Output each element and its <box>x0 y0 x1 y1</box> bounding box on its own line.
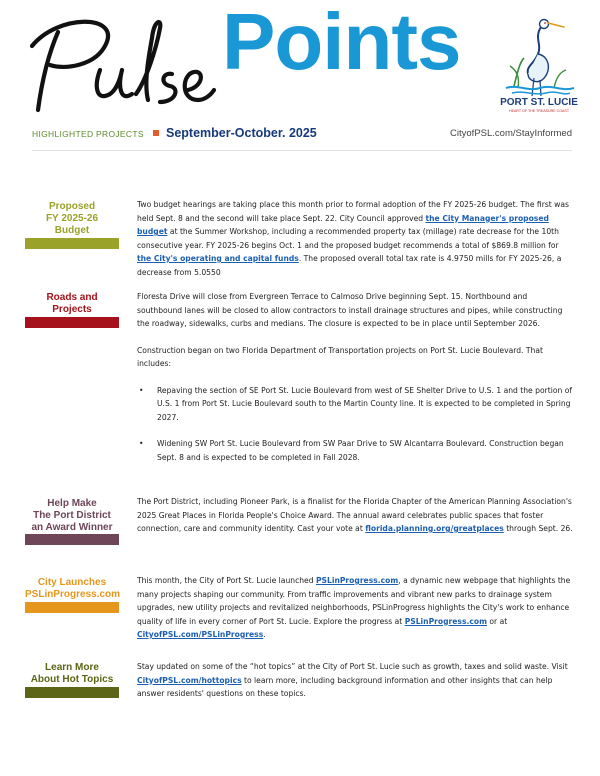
launch-section-bar <box>25 602 119 613</box>
logo-name: PORT ST. LUCIE <box>500 97 578 108</box>
roads-paragraph-1: Floresta Drive will close from Evergreen Terrace to Calmoso Drive beginning Sept. 15. Northbound and southbound lanes will be closed to allow contractors to install drainage structures and pipes, while constructing the roadway, sidewalks, curbs and medians. The closure is expected to be in place until September 2026. <box>137 292 563 328</box>
issue-date: September-October. 2025 <box>166 126 317 140</box>
pulse-wordmark <box>28 10 218 120</box>
budget-section-title <box>25 201 119 237</box>
award-section-title <box>25 498 119 534</box>
roads-paragraph-2: Construction began on two Florida Department of Transportation projects on Port St. Lucie Boulevard. That includes: <box>137 345 543 368</box>
launch-title-line2: PSLinProgress.com <box>25 589 121 600</box>
bullet-icon: • <box>139 385 144 395</box>
roads-bullet-2: • Widening SW Port St. Lucie Boulevard from SW Paar Drive to SW Alcantarra Boulevard. Construction began Sept. 8 and is expected to be completed in Fall 2028. <box>139 439 564 462</box>
orange-square-icon <box>153 130 159 136</box>
launch-body: This month, the City of Port St. Lucie launched PSLinProgress.com, a dynamic new webpage that highlights the many projects shaping our community. From traffic improvements and vibrant new parks to drainage system upgrades, new utility projects and revitalized neighborhoods, PSLinProgress highlights the City's work to enhance quality of life in every corner of Port St. Lucie. Explore the progress at PSLinProgress.com or at CityofPSL.com/PSLinProgress. <box>137 576 571 639</box>
budget-body: Two budget hearings are taking place this month prior to formal adoption of the FY 2025-26 budget. The first was held Sept. 8 and the second will take place Sept. 22. City Council approved the City Manager's proposed budget at the Summer Workshop, including a recommended property tax (millage) rate decrease for the 10th consecutive year. FY 2025-26 begins Oct. 1 and the proposed budget recommends a total of $869.8 million for the City's operating and capital funds. The proposed overall total tax rate is 4.9750 mills for FY 2025-26, a decrease from 5.0550 <box>137 200 570 277</box>
budget-title-line1: Proposed <box>48 201 96 212</box>
budget-title-line3: Budget <box>54 225 90 236</box>
award-title-line1: Help Make <box>47 498 97 509</box>
hot-topics-link[interactable]: CityofPSL.com/hottopics <box>137 675 242 685</box>
roads-bullet-1: • Repaving the section of SE Port St. Lucie Boulevard from west of SE Shelter Drive to U.S. 1 and the portion of U.S. 1 from Port St. Lucie Boulevard south to the Martin County line. It is expected to be completed in Spring 2027. <box>139 385 573 422</box>
hot-title-line2: About Hot Topics <box>30 674 114 685</box>
logo-tagline: HEART OF THE TREASURE COAST <box>508 109 570 113</box>
award-body: The Port District, including Pioneer Park, is a finalist for the Florida Chapter of the American Planning Association's 2025 Great Places in Florida People's Choice Award. The annual award celebrates public spaces that foster connection, care and community identity. Cast your vote at florida.planning.org/greatplaces through Sept. 26. <box>137 497 573 533</box>
great-places-link[interactable]: florida.planning.org/greatplaces <box>365 524 504 533</box>
heron-icon <box>506 20 574 97</box>
pslinprogress-link-1[interactable]: PSLinProgress.com <box>315 576 399 585</box>
hot-title-line1: Learn More <box>45 662 99 673</box>
award-title-line3: an Award Winner <box>31 522 113 533</box>
roads-title-line1: Roads and <box>46 292 98 303</box>
port-st-lucie-logo <box>498 14 580 114</box>
stay-informed-url: CityofPSL.com/StayInformed <box>450 128 572 139</box>
bullet-icon: • <box>139 439 144 448</box>
award-section-bar <box>25 534 119 545</box>
award-title-line2: The Port District <box>33 510 111 521</box>
cityofpsl-pslinprogress-link[interactable]: CityofPSL.com/PSLinProgress <box>137 630 264 639</box>
header-divider <box>32 150 572 151</box>
launch-section-title <box>25 577 119 601</box>
hot-topics-section-title <box>25 662 119 686</box>
roads-title-line2: Projects <box>52 304 92 315</box>
roads-body <box>137 290 574 464</box>
roads-section-bar <box>25 317 119 328</box>
highlighted-projects-label: HIGHLIGHTED PROJECTS <box>32 129 144 139</box>
hot-topics-section-bar <box>25 687 119 698</box>
launch-title-line1: City Launches <box>37 577 107 588</box>
city-manager-budget-link[interactable]: the City Manager's proposed budget <box>137 213 549 236</box>
operating-capital-funds-link[interactable]: the City's operating and capital funds <box>137 254 299 263</box>
hot-topics-body: Stay updated on some of the “hot topics” at the City of Port St. Lucie such as growth, taxes and solid waste. Visit CityofPSL.com/hottopics to learn more, including background information and other insights that can help answer residents' questions on these topics. <box>137 662 568 698</box>
points-title: Points <box>222 0 461 86</box>
budget-section-bar <box>25 238 119 249</box>
roads-section-title <box>25 292 119 316</box>
pslinprogress-link-2[interactable]: PSLinProgress.com <box>404 616 487 626</box>
budget-title-line2: FY 2025-26 <box>45 213 99 224</box>
header-info-bar <box>32 127 572 143</box>
